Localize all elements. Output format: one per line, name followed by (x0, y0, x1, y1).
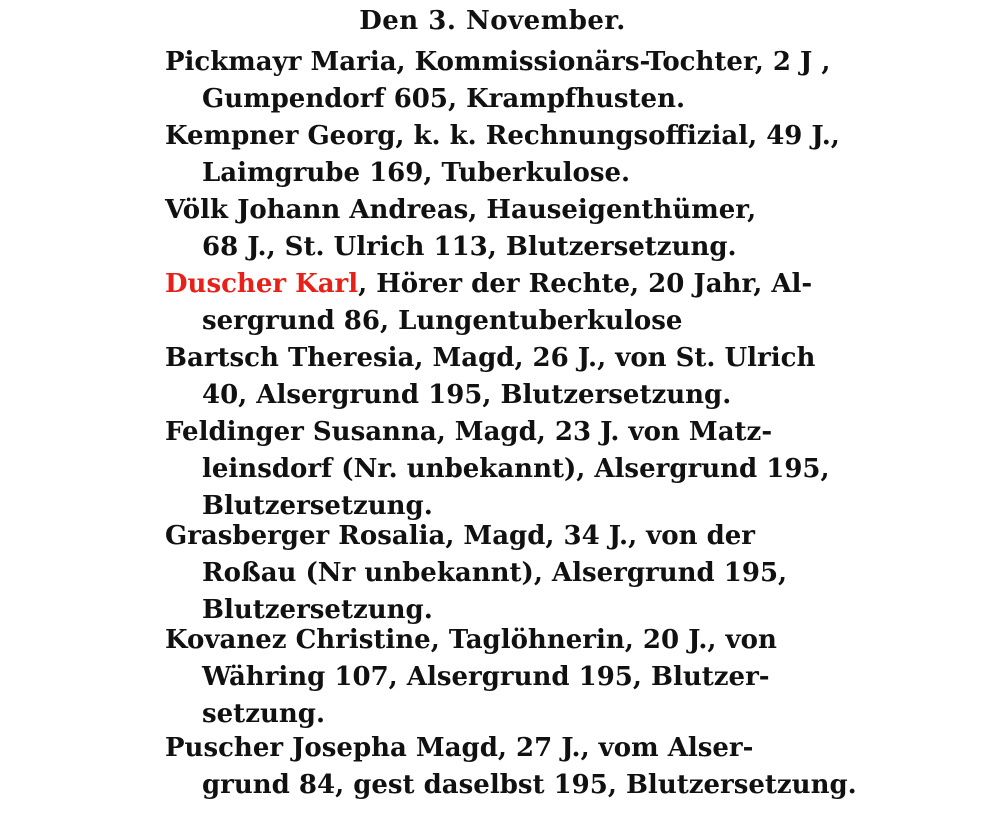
entry-line: grund 84, gest daselbst 195, Blutzersetzung. (202, 770, 857, 800)
entry-line: Pickmayr Maria, Kommissionärs-Tochter, 2 J , (165, 47, 831, 77)
entry-line: Währing 107, Alsergrund 195, Blutzer- (202, 662, 770, 692)
entry-line-rest: , Hörer der Rechte, 20 Jahr, Al- (358, 269, 813, 299)
page-heading: Den 3. November. (359, 6, 626, 36)
death-record-entry (165, 414, 830, 525)
entry-line: 40, Alsergrund 195, Blutzersetzung. (202, 380, 732, 410)
entry-line: Kovanez Christine, Taglöhnerin, 20 J., von (165, 625, 777, 655)
entry-line (165, 266, 815, 303)
death-record-entry (165, 518, 815, 629)
entry-line: Feldinger Susanna, Magd, 23 J. von Matz- (165, 417, 773, 447)
highlighted-name: Duscher Karl (165, 269, 359, 299)
entry-line: Blutzersetzung. (202, 595, 433, 625)
entry-line: Kempner Georg, k. k. Rechnungsoffizial, 49 J., (165, 121, 840, 151)
death-record-entry (165, 622, 815, 733)
entry-line: Bartsch Theresia, Magd, 26 J., von St. Ulrich (165, 343, 816, 373)
death-record-entry (165, 340, 815, 414)
entry-line: Roßau (Nr unbekannt), Alsergrund 195, (202, 558, 788, 588)
entry-line: 68 J., St. Ulrich 113, Blutzersetzung. (202, 232, 737, 262)
entry-line: Völk Johann Andreas, Hauseigenthümer, (165, 195, 757, 225)
death-record-entry (165, 118, 840, 192)
entry-line: Blutzersetzung. (202, 491, 433, 521)
death-record-entry (165, 44, 831, 118)
death-record-entry (165, 730, 857, 804)
entry-line: Puscher Josepha Magd, 27 J., vom Alser- (165, 733, 754, 763)
entry-line: Laimgrube 169, Tuberkulose. (202, 158, 631, 188)
death-record-entry (165, 192, 815, 266)
entry-line: sergrund 86, Lungentuberkulose (202, 306, 683, 336)
entry-line: leinsdorf (Nr. unbekannt), Alsergrund 195, (202, 454, 830, 484)
entry-line: setzung. (202, 699, 325, 729)
death-record-entry-highlighted (165, 266, 815, 340)
entry-line: Gumpendorf 605, Krampfhusten. (202, 84, 686, 114)
entry-line: Grasberger Rosalia, Magd, 34 J., von der (165, 521, 756, 551)
